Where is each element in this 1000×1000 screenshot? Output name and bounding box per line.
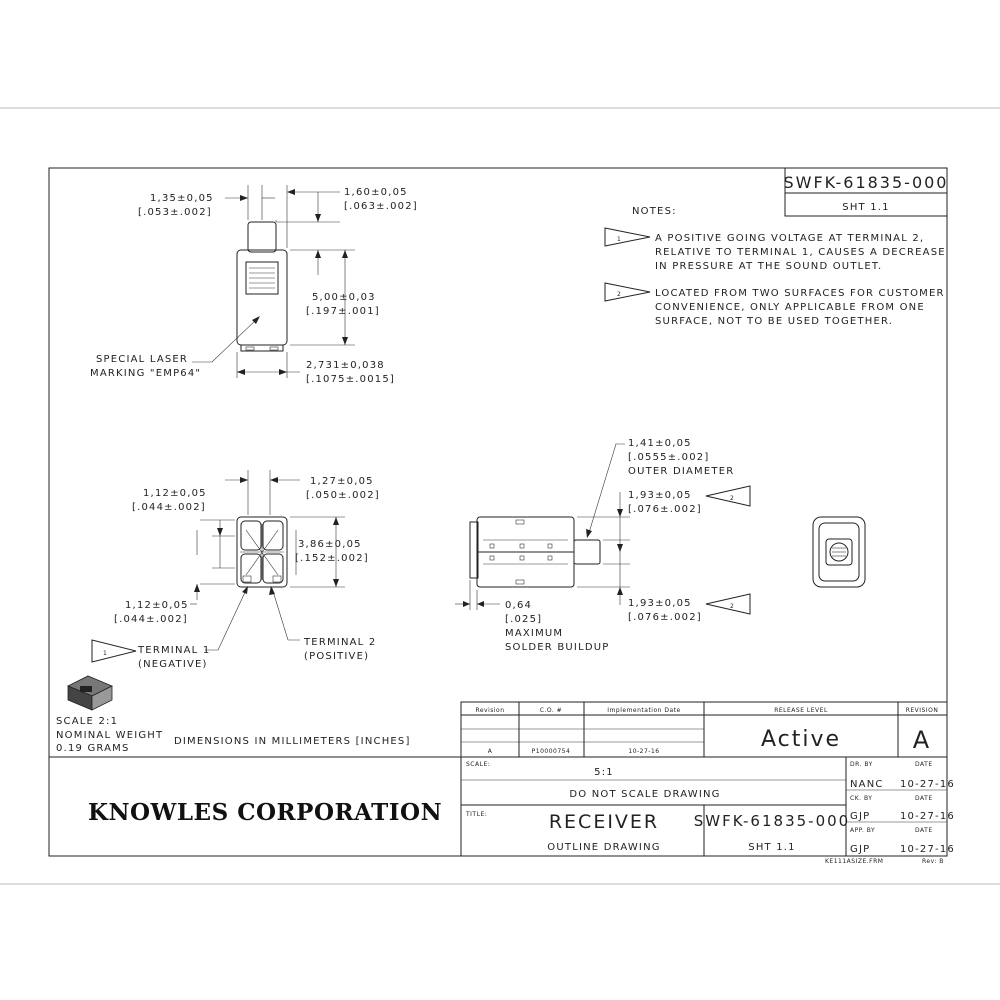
- scale-label: SCALE:: [466, 761, 491, 768]
- drawing-subtitle: OUTLINE DRAWING: [547, 842, 661, 853]
- top-dim-height-mm: 5,00±0,03: [312, 292, 376, 303]
- rev-header-revision-col: REVISION: [905, 707, 939, 714]
- sheet-number: SHT 1.1: [842, 202, 890, 213]
- drawing-number-box: [784, 168, 949, 216]
- scale-value: 5:1: [594, 767, 614, 778]
- end-dim-top-right-mm: 1,27±0,05: [310, 476, 374, 487]
- end-dim-top-left-in: [.044±.002]: [132, 502, 206, 513]
- note2-line1: LOCATED FROM TWO SURFACES FOR CUSTOMER: [655, 288, 945, 299]
- terminal1-polarity: (NEGATIVE): [138, 659, 208, 670]
- nominal-weight-value: 0.19 GRAMS: [56, 743, 130, 754]
- release-level-value: Active: [760, 727, 842, 752]
- title-drawing-number: SWFK-61835-000: [693, 812, 851, 830]
- side-dim-upper-in: [.076±.002]: [628, 504, 702, 515]
- lower-note2-tag: 2: [730, 603, 735, 610]
- side-dim-outer-mm: 1,41±0,05: [628, 438, 692, 449]
- terminal2-label: TERMINAL 2: [304, 637, 377, 648]
- side-dim-outer-label: OUTER DIAMETER: [628, 466, 735, 477]
- side-dim-outer-in: [.0555±.002]: [628, 452, 710, 463]
- rev-row-revision: A: [487, 748, 493, 755]
- note1-line2: RELATIVE TO TERMINAL 1, CAUSES A DECREASE: [655, 247, 946, 258]
- top-dim-right-mm: 1,60±0,05: [344, 187, 408, 198]
- revision-value: A: [912, 726, 932, 754]
- title-sheet-number: SHT 1.1: [748, 842, 796, 853]
- do-not-scale-note: DO NOT SCALE DRAWING: [569, 789, 721, 800]
- top-view: [90, 185, 418, 385]
- notes-header: NOTES:: [632, 206, 677, 217]
- rev-header-release-level: RELEASE LEVEL: [774, 707, 828, 714]
- ck-date-label: DATE: [915, 795, 933, 802]
- end-dim-height-mm: 3,86±0,05: [298, 539, 362, 550]
- scale-note: SCALE 2:1: [56, 716, 119, 727]
- note2-line2: CONVENIENCE, ONLY APPLICABLE FROM ONE: [655, 302, 925, 313]
- app-date-label: DATE: [915, 827, 933, 834]
- outlet-view: [813, 517, 865, 587]
- side-dim-lower-in: [.076±.002]: [628, 612, 702, 623]
- top-dim-right-in: [.063±.002]: [344, 201, 418, 212]
- isometric-receiver-icon: [68, 676, 112, 710]
- top-dim-width-in: [.053±.002]: [138, 207, 212, 218]
- form-name: KE111ASIZE.FRM: [825, 858, 884, 865]
- side-dim-lower-mm: 1,93±0,05: [628, 598, 692, 609]
- terminal1-label: TERMINAL 1: [138, 645, 211, 656]
- end-view: [92, 470, 380, 670]
- revision-table: [461, 702, 947, 757]
- solder-label-buildup: SOLDER BUILDUP: [505, 642, 610, 653]
- app-by-value: GJP: [850, 844, 871, 855]
- laser-label-line1: SPECIAL LASER: [96, 354, 189, 365]
- ck-by-value: GJP: [850, 811, 871, 822]
- side-dim-upper-mm: 1,93±0,05: [628, 490, 692, 501]
- dr-date-label: DATE: [915, 761, 933, 768]
- lower-note2-triangle-icon: [706, 594, 750, 614]
- end-dim-bottom-left-mm: 1,12±0,05: [125, 600, 189, 611]
- company-name: KNOWLES CORPORATION: [88, 799, 443, 826]
- app-by-label: APP. BY: [850, 827, 876, 834]
- drawing-number: SWFK-61835-000: [783, 173, 949, 192]
- laser-label-line2: MARKING "EMP64": [90, 368, 202, 379]
- note2-line3: SURFACE, NOT TO BE USED TOGETHER.: [655, 316, 894, 327]
- side-view: [455, 438, 750, 653]
- terminal-note1-triangle-icon: [92, 640, 136, 662]
- upper-note2-tag: 2: [730, 495, 735, 502]
- top-dim-width-mm: 1,35±0,05: [150, 193, 214, 204]
- solder-dim-mm: 0,64: [505, 600, 533, 611]
- form-revision: Rev: B: [922, 858, 944, 865]
- solder-dim-in: [.025]: [505, 614, 543, 625]
- title-label: TITLE:: [466, 811, 488, 818]
- nominal-weight-label: NOMINAL WEIGHT: [56, 730, 164, 741]
- top-dim-bottom-in: [.1075±.0015]: [306, 374, 396, 385]
- dr-by-label: DR. BY: [850, 761, 873, 768]
- note2-triangle-icon: [605, 283, 650, 301]
- end-dim-height-in: [.152±.002]: [295, 553, 369, 564]
- ck-by-label: CK. BY: [850, 795, 873, 802]
- end-dim-top-right-in: [.050±.002]: [306, 490, 380, 501]
- end-dim-top-left-mm: 1,12±0,05: [143, 488, 207, 499]
- rev-header-impl-date: Implementation Date: [607, 707, 681, 714]
- solder-label-max: MAXIMUM: [505, 628, 564, 639]
- terminal2-polarity: (POSITIVE): [304, 651, 370, 662]
- dr-by-value: NANC: [850, 779, 884, 790]
- rev-row-co: P10000754: [531, 748, 571, 755]
- upper-note2-triangle-icon: [706, 486, 750, 506]
- dimensions-note: DIMENSIONS IN MILLIMETERS [INCHES]: [174, 736, 411, 747]
- note1-line1: A POSITIVE GOING VOLTAGE AT TERMINAL 2,: [655, 233, 925, 244]
- note1-triangle-icon: [605, 228, 650, 246]
- dr-date-value: 10-27-16: [900, 779, 955, 790]
- notes-section: [605, 206, 946, 327]
- end-dim-bottom-left-in: [.044±.002]: [114, 614, 188, 625]
- rev-row-date: 10-27-16: [628, 748, 660, 755]
- top-dim-bottom-mm: 2,731±0,038: [306, 360, 385, 371]
- rev-header-co: C.O. #: [539, 707, 563, 714]
- note1-tag: 1: [617, 236, 622, 243]
- app-date-value: 10-27-16: [900, 844, 955, 855]
- top-dim-height-in: [.197±.001]: [306, 306, 380, 317]
- note2-tag: 2: [617, 291, 622, 298]
- terminal-note1-tag: 1: [103, 650, 108, 657]
- ck-date-value: 10-27-16: [900, 811, 955, 822]
- note1-line3: IN PRESSURE AT THE SOUND OUTLET.: [655, 261, 883, 272]
- title-block: [49, 757, 955, 856]
- drawing-title: RECEIVER: [548, 811, 660, 833]
- rev-header-revision: Revision: [475, 707, 505, 714]
